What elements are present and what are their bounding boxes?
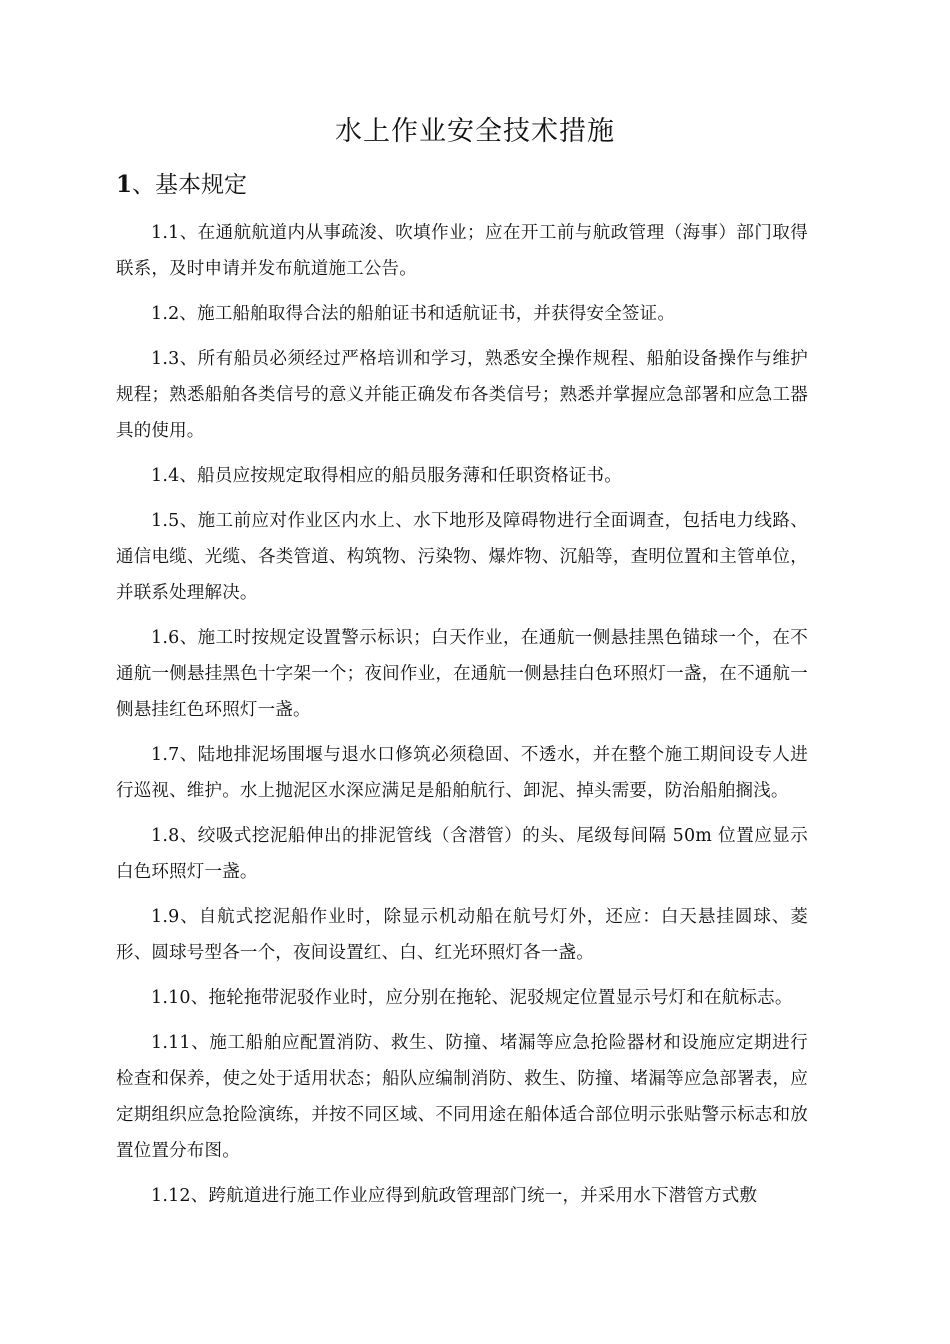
- paragraph-1-11: 1.11、施工船舶应配置消防、救生、防撞、堵漏等应急抢险器材和设施应定期进行检查和保养，使之处于适用状态；船队应编制消防、救生、防撞、堵漏等应急部署表，应定期组织应急抢险演练，并按不同区域、不同用途在船体适合部位明示张贴警示标志和放置位置分布图。: [116, 1033, 808, 1161]
- section-separator: 、: [132, 172, 156, 198]
- paragraph-1-4: 1.4、船员应按规定取得相应的船员服务薄和任职资格证书。: [151, 466, 622, 486]
- paragraph-1-3: 1.3、所有船员必须经过严格培训和学习，熟悉安全操作规程、船舶设备操作与维护规程；熟悉船舶各类信号的意义并能正确发布各类信号；熟悉并掌握应急部署和应急工器具的使用。: [116, 349, 808, 441]
- paragraph-1-7: 1.7、陆地排泥场围堰与退水口修筑必须稳固、不透水，并在整个施工期间设专人进行巡视、维护。水上抛泥区水深应满足是船舶航行、卸泥、掉头需要，防治船舶搁浅。: [116, 745, 808, 801]
- document-title: 水上作业安全技术措施: [335, 116, 615, 147]
- paragraph-1-12: 1.12、跨航道进行施工作业应得到航政管理部门统一，并采用水下潜管方式敷: [151, 1186, 758, 1206]
- document-body: [116, 215, 808, 1223]
- paragraph-1-10: 1.10、拖轮拖带泥驳作业时，应分别在拖轮、泥驳规定位置显示号灯和在航标志。: [151, 988, 793, 1008]
- paragraph-1-9: 1.9、自航式挖泥船作业时，除显示机动船在航号灯外，还应：白天悬挂圆球、菱形、圆球号型各一个，夜间设置红、白、红光环照灯各一盏。: [116, 907, 808, 963]
- paragraph-1-8: 1.8、绞吸式挖泥船伸出的排泥管线（含潜管）的头、尾级每间隔 50m 位置应显示白色环照灯一盏。: [116, 826, 808, 882]
- paragraph-1-5: 1.5、施工前应对作业区内水上、水下地形及障碍物进行全面调查，包括电力线路、通信电缆、光缆、各类管道、构筑物、污染物、爆炸物、沉船等，查明位置和主管单位，并联系处理解决。: [116, 511, 808, 603]
- section-heading: [116, 168, 247, 202]
- section-number: 1: [116, 171, 133, 198]
- section-heading-text: 基本规定: [155, 172, 248, 198]
- paragraph-1-1: 1.1、在通航航道内从事疏浚、吹填作业；应在开工前与航政管理（海事）部门取得联系，及时申请并发布航道施工公告。: [116, 223, 808, 279]
- paragraph-1-6: 1.6、施工时按规定设置警示标识；白天作业，在通航一侧悬挂黑色锚球一个，在不通航一侧悬挂黑色十字架一个；夜间作业，在通航一侧悬挂白色环照灯一盏，在不通航一侧悬挂红色环照灯一盏。: [116, 628, 808, 720]
- paragraph-1-2: 1.2、施工船舶取得合法的船舶证书和适航证书，并获得安全签证。: [151, 304, 676, 324]
